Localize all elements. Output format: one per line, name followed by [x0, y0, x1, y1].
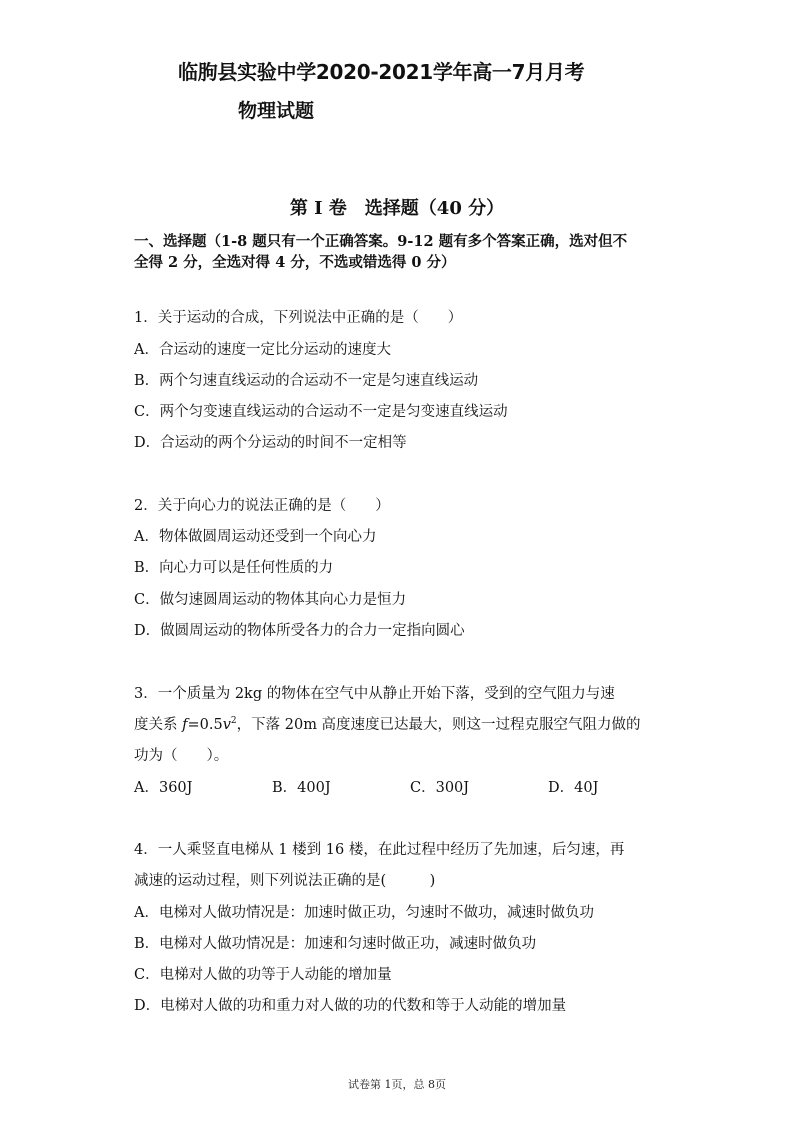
question-3-stem-line2 [134, 713, 641, 734]
question-3-stem-line2-a: 度关系 [134, 717, 183, 733]
velocity-variable: v [222, 717, 231, 733]
question-2-option-a: A．物体做圆周运动还受到一个向心力 [134, 529, 377, 545]
question-4-option-a: A．电梯对人做功情况是：加速时做正功，匀速时不做功，减速时做负功 [134, 905, 594, 921]
page-footer: 试卷第 1页，总 8页 [348, 1078, 446, 1091]
question-3-stem-line1: 3．一个质量为 2kg 的物体在空气中从静止开始下落，受到的空气阻力与速 [134, 686, 615, 702]
question-4-option-b: B．电梯对人做功情况是：加速和匀速时做正功，减速时做负功 [134, 936, 537, 952]
question-3-option-b: B．400J [272, 780, 331, 796]
force-variable: f [182, 717, 188, 733]
question-1-option-d: D．合运动的两个分运动的时间不一定相等 [134, 435, 407, 451]
question-2-option-b: B．向心力可以是任何性质的力 [134, 560, 334, 576]
question-2-stem: 2．关于向心力的说法正确的是（ ） [134, 498, 390, 514]
exam-title: 临朐县实验中学2020-2021学年高一7月月考 [178, 60, 585, 84]
question-3-stem-line3: 功为（ ）。 [134, 748, 229, 764]
question-1-stem: 1．关于运动的合成，下列说法中正确的是（ ） [134, 310, 463, 326]
question-1-option-b: B．两个匀速直线运动的合运动不一定是匀速直线运动 [134, 373, 479, 389]
question-1-option-a: A．合运动的速度一定比分运动的速度大 [134, 342, 391, 358]
question-2-option-d: D．做圆周运动的物体所受各力的合力一定指向圆心 [134, 623, 465, 639]
question-3-stem-line2-b: =0.5 [187, 717, 223, 733]
question-4-stem-line1: 4．一人乘竖直电梯从 1 楼到 16 楼，在此过程中经历了先加速，后匀速，再 [134, 842, 625, 858]
question-1-option-c: C．两个匀变速直线运动的合运动不一定是匀变速直线运动 [134, 404, 508, 420]
question-2-option-c: C．做匀速圆周运动的物体其向心力是恒力 [134, 592, 407, 608]
question-4-option-c: C．电梯对人做的功等于人动能的增加量 [134, 967, 392, 983]
question-3-option-d: D．40J [548, 780, 599, 796]
exam-subtitle: 物理试题 [238, 100, 315, 122]
question-4-option-d: D．电梯对人做的功和重力对人做的功的代数和等于人动能的增加量 [134, 998, 567, 1014]
question-3-stem-line2-c: ，下落 20m 高度速度已达最大，则这一过程克服空气阻力做的 [236, 717, 641, 733]
section-instructions-line2: 全得 2 分，全选对得 4 分，不选或错选得 0 分） [134, 254, 456, 271]
question-3-option-c: C．300J [410, 780, 470, 796]
velocity-exponent: 2 [230, 716, 237, 727]
question-3-option-a: A．360J [134, 780, 193, 796]
question-4-stem-line2: 减速的运动过程，则下列说法正确的是( ) [134, 873, 436, 889]
section-instructions-line1: 一、选择题（1-8 题只有一个正确答案。9-12 题有多个答案正确，选对但不 [134, 233, 628, 250]
section-heading: 第 I 卷 选择题（40 分） [289, 198, 505, 219]
